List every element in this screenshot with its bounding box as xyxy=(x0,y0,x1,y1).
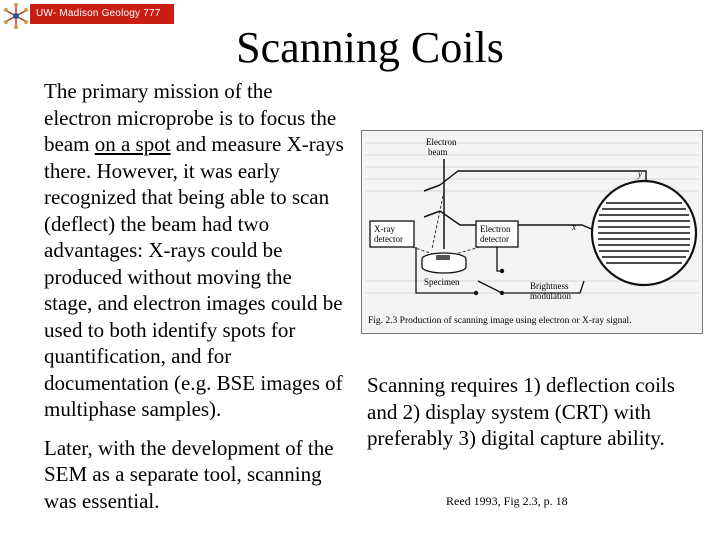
xray-detector-label: X-ray xyxy=(374,224,395,234)
y-scan-wire xyxy=(440,171,646,185)
requirements-text: Scanning requires 1) deflection coils and 2) display system (CRT) with preferably 3) digital capture ability. xyxy=(367,373,675,450)
left-text-column xyxy=(44,78,344,526)
switch-contact-a xyxy=(474,291,478,295)
brightness-label: Brightness xyxy=(530,281,569,291)
brightness-label-2: modulation xyxy=(530,291,571,301)
specimen-stage-body xyxy=(422,259,466,273)
specimen-sample xyxy=(436,255,450,260)
figure-citation: Reed 1993, Fig 2.3, p. 18 xyxy=(446,494,568,508)
figure-caption: Fig. 2.3 Production of scanning image using electron or X-ray signal. xyxy=(368,316,632,326)
slide-title: Scanning Coils xyxy=(236,23,504,72)
deflection-coil-lower xyxy=(424,211,440,217)
course-banner: UW- Madison Geology 777 xyxy=(30,4,174,24)
switch-pivot xyxy=(500,291,504,295)
paragraph-mission-underlined: on a spot xyxy=(94,132,171,156)
electron-detector-label: Electron xyxy=(480,224,511,234)
scanning-diagram-figure xyxy=(361,130,703,334)
electron-beam-label: Electron xyxy=(426,137,457,147)
x-label: x xyxy=(572,222,576,232)
paragraph-mission-text-b: and measure X-rays there. However, it was early recognized that being able to scan (deflect) the beam had two advantages: X-rays could be produced without moving the stage, and electron images could be used to both identify spots for quantification, and for documentation (e.g. BSE images of multiphase samples). xyxy=(44,132,344,421)
deflection-coil-upper xyxy=(424,185,440,191)
electron-detector-label-2: detector xyxy=(480,234,509,244)
xray-detector-label-2: detector xyxy=(374,234,403,244)
switch-arm xyxy=(478,281,502,293)
paragraph-mission xyxy=(44,78,344,423)
y-label: y xyxy=(638,169,642,179)
paragraph-sem: Later, with the development of the SEM as a separate tool, scanning was essential. xyxy=(44,435,334,513)
paragraph-mission-text-a: The primary mission of the electron microprobe is to focus the beam xyxy=(44,79,337,156)
deflected-beam xyxy=(432,191,444,249)
switch-contact-b xyxy=(500,269,504,273)
specimen-label: Specimen xyxy=(424,277,460,287)
electron-beam-label-2: beam xyxy=(428,147,448,157)
scanning-diagram xyxy=(362,131,702,333)
electron-output-wire xyxy=(497,247,502,271)
